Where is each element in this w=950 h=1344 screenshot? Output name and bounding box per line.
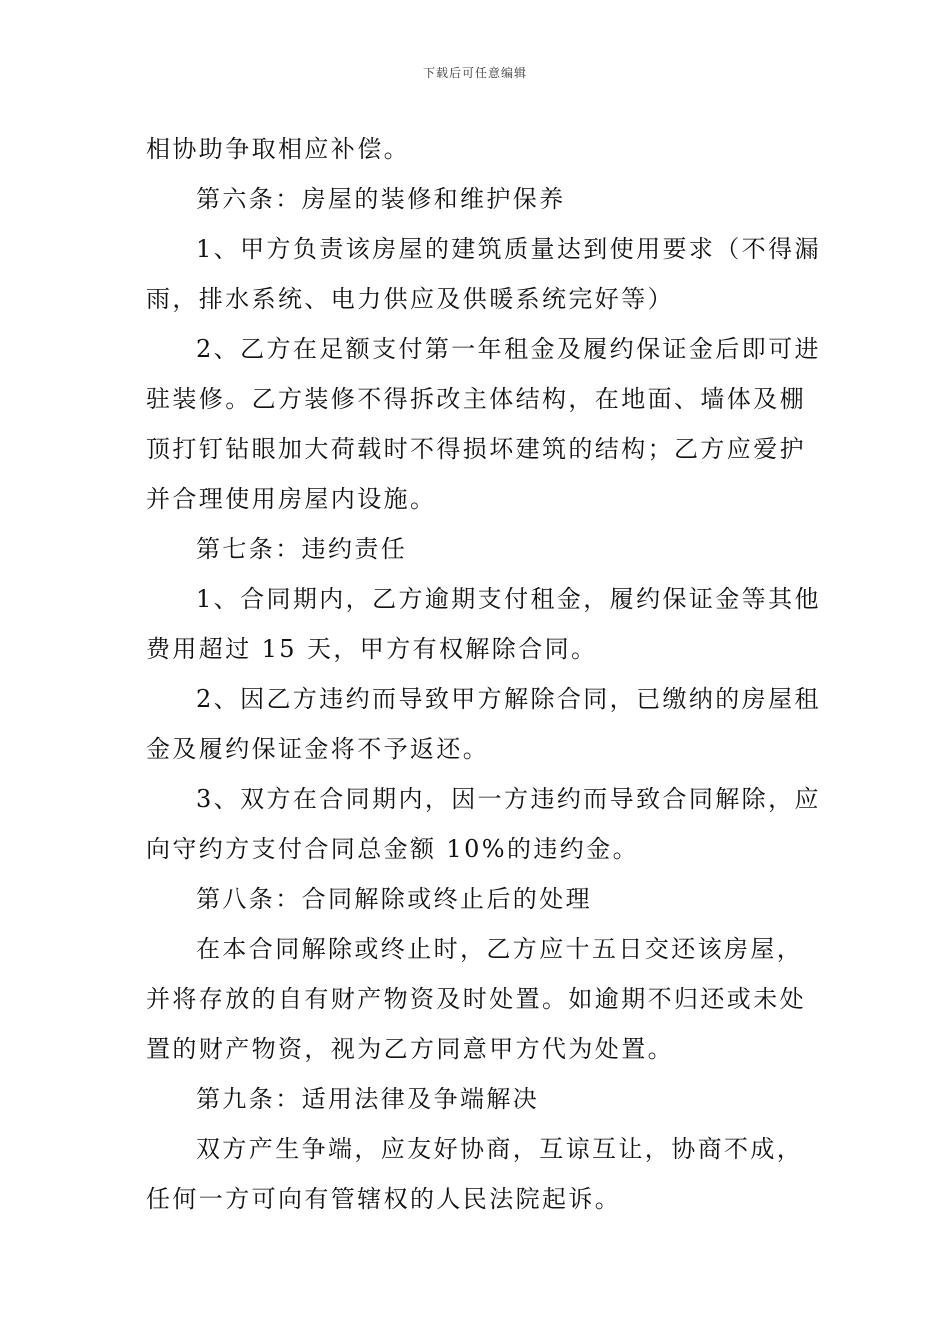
text-line: 驻装修。乙方装修不得拆改主体结构，在地面、墙体及棚 bbox=[146, 385, 806, 413]
page-header: 下载后可任意编辑 bbox=[422, 66, 527, 80]
text-line: 在本合同解除或终止时，乙方应十五日交还该房屋， bbox=[196, 935, 804, 963]
text-line: 双方产生争端，应友好协商，互谅互让，协商不成， bbox=[196, 1135, 804, 1163]
section-heading: 第八条：合同解除或终止后的处理 bbox=[196, 885, 592, 913]
text-line: 1、甲方负责该房屋的建筑质量达到使用要求（不得漏 bbox=[196, 235, 821, 263]
section-heading: 第七条：违约责任 bbox=[196, 535, 408, 563]
text-line: 费用超过 15 天，甲方有权解除合同。 bbox=[146, 635, 598, 663]
text-line: 金及履约保证金将不予返还。 bbox=[146, 735, 490, 763]
text-line: 2、乙方在足额支付第一年租金及履约保证金后即可进 bbox=[196, 335, 821, 363]
text-line: 向守约方支付合同总金额 10%的违约金。 bbox=[146, 835, 639, 863]
section-heading: 第九条：适用法律及争端解决 bbox=[196, 1085, 540, 1113]
text-line: 2、因乙方违约而导致甲方解除合同，已缴纳的房屋租 bbox=[196, 685, 821, 713]
text-line: 相协助争取相应补偿。 bbox=[146, 135, 410, 163]
text-line: 顶打钉钻眼加大荷载时不得损坏建筑的结构；乙方应爱护 bbox=[146, 435, 806, 463]
text-line: 并合理使用房屋内设施。 bbox=[146, 485, 437, 513]
text-line: 置的财产物资，视为乙方同意甲方代为处置。 bbox=[146, 1035, 674, 1063]
document-body bbox=[146, 124, 821, 1224]
text-line: 1、合同期内，乙方逾期支付租金，履约保证金等其他 bbox=[196, 585, 821, 613]
section-heading: 第六条：房屋的装修和维护保养 bbox=[196, 185, 566, 213]
text-line: 并将存放的自有财产物资及时处置。如逾期不归还或未处 bbox=[146, 985, 806, 1013]
text-line: 任何一方可向有管辖权的人民法院起诉。 bbox=[146, 1185, 622, 1213]
text-line: 3、双方在合同期内，因一方违约而导致合同解除，应 bbox=[196, 785, 821, 813]
text-line: 雨，排水系统、电力供应及供暖系统完好等） bbox=[146, 285, 674, 313]
